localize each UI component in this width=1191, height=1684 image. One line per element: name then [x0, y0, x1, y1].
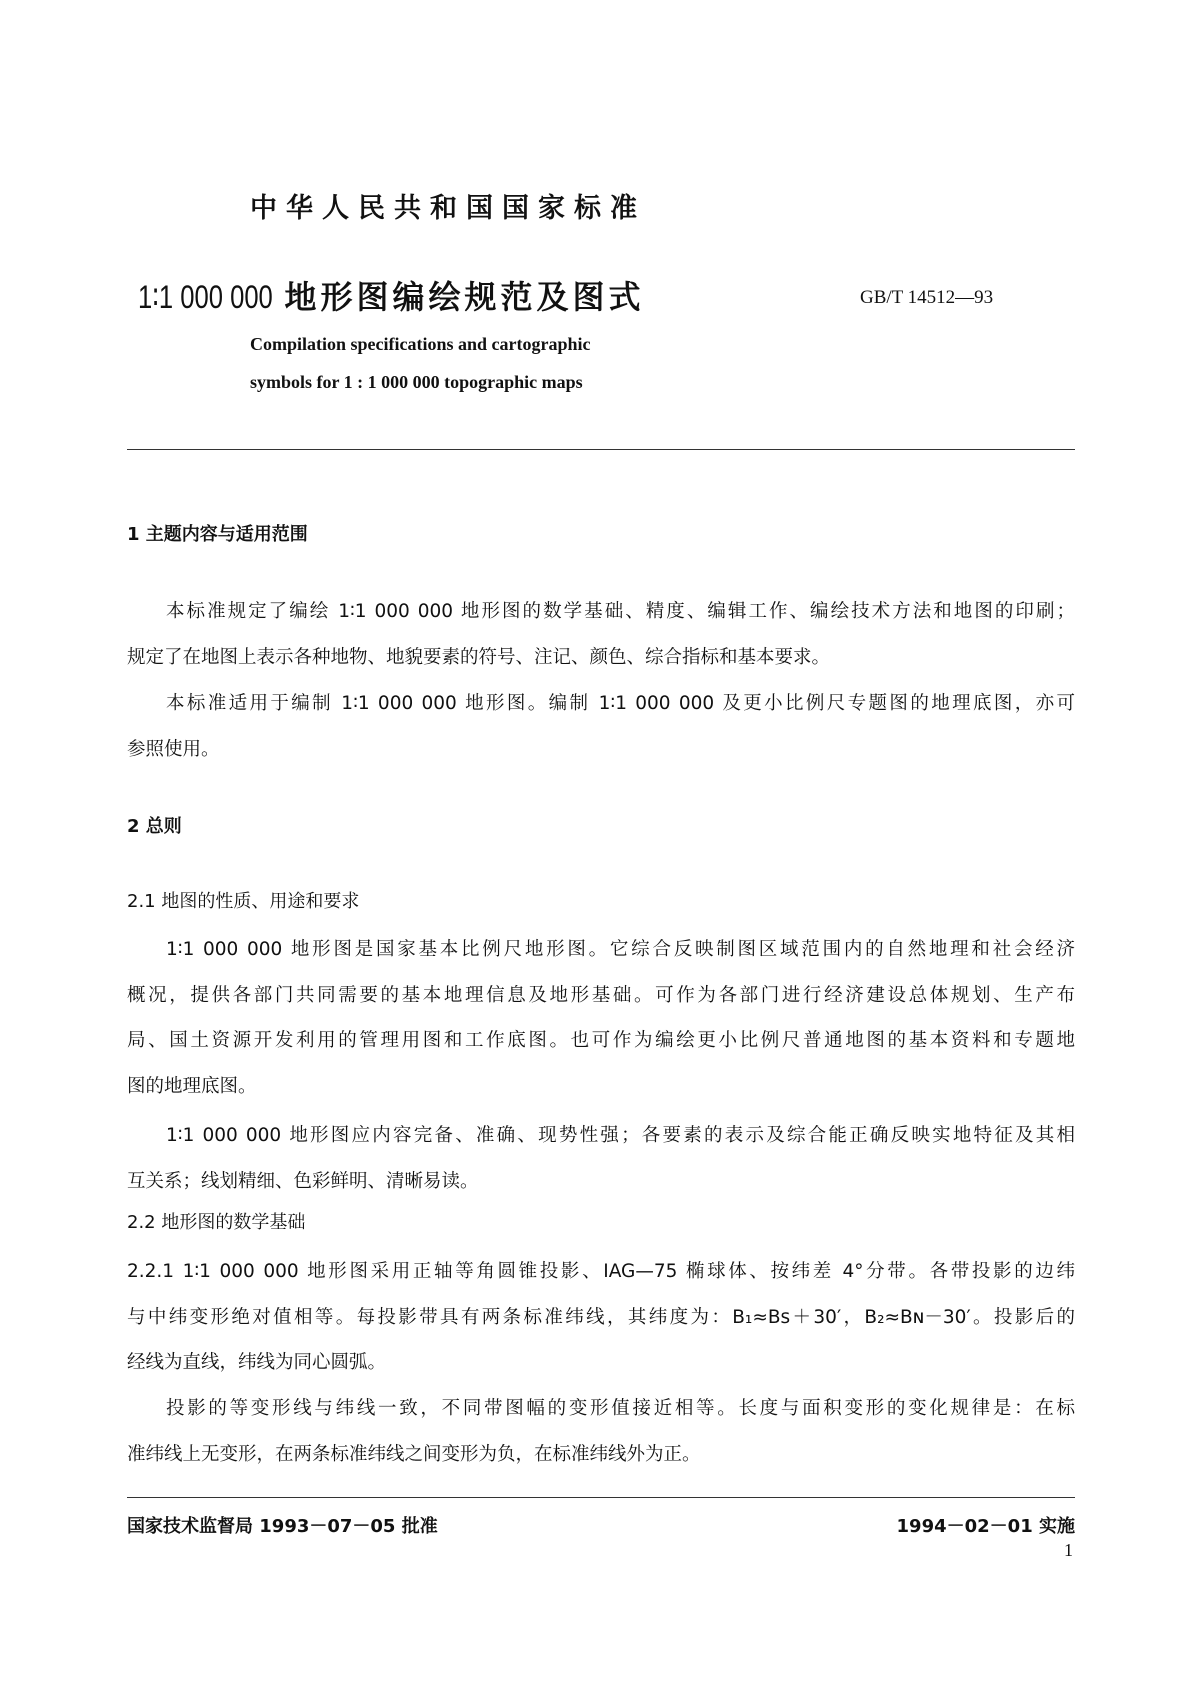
paragraph-line: 互关系；线划精细、色彩鲜明、清晰易读。	[127, 1170, 479, 1192]
section-2-heading: 2 总则	[127, 816, 182, 837]
paragraph-line: 局、国土资源开发利用的管理用图和工作底图。也可作为编绘更小比例尺普通地图的基本资料和专题地	[127, 1030, 1075, 1051]
paragraph-line: 图的地理底图。	[127, 1075, 257, 1097]
paragraph-line: 参照使用。	[127, 738, 220, 760]
section-2-1-heading: 2.1 地图的性质、用途和要求	[127, 891, 360, 912]
page-number: 1	[1064, 1540, 1073, 1560]
english-title-line-2: symbols for 1 : 1 000 000 topographic maps	[250, 372, 583, 392]
footer-divider	[127, 1497, 1075, 1498]
standard-code: GB/T 14512—93	[860, 287, 994, 308]
approval-note: 国家技术监督局 1993－07－05 批准	[127, 1516, 438, 1537]
section-1-heading: 1 主题内容与适用范围	[127, 524, 308, 545]
paragraph-line: 经线为直线，纬线为同心圆弧。	[127, 1352, 387, 1373]
paragraph-line: 本标准适用于编制 1∶1 000 000 地形图。编制 1∶1 000 000 及更小比例尺专题图的地理底图，亦可	[166, 693, 1075, 714]
title-text: 地形图编绘规范及图式	[284, 278, 645, 316]
org-title: 中华人民共和国国家标准	[250, 193, 646, 224]
paragraph-line: 规定了在地图上表示各种地物、地貌要素的符号、注记、颜色、综合指标和基本要求。	[127, 646, 831, 668]
english-title-line-1: Compilation specifications and cartographic	[250, 334, 591, 354]
header-divider	[127, 449, 1075, 450]
paragraph-line: 1∶1 000 000 地形图应内容完备、准确、现势性强；各要素的表示及综合能正确反映实地特征及其相	[166, 1125, 1075, 1146]
paragraph-line: 准纬线上无变形，在两条标准纬线之间变形为负，在标准纬线外为正。	[127, 1443, 701, 1465]
paragraph-line: 与中纬变形绝对值相等。每投影带具有两条标准纬线，其纬度为：B₁≈Bs＋30′，B₂≈Bɴ－30′。投影后的	[127, 1306, 1075, 1328]
paragraph-line: 概况，提供各部门共同需要的基本地理信息及地形基础。可作为各部门进行经济建设总体规划、生产布	[127, 984, 1075, 1006]
paragraph-line: 投影的等变形线与纬线一致，不同带图幅的变形值接近相等。长度与面积变形的变化规律是：在标	[166, 1398, 1075, 1419]
effective-date: 1994－02－01 实施	[896, 1516, 1075, 1537]
scale-label: 1∶1 000 000	[138, 279, 273, 315]
document-title	[138, 272, 645, 318]
paragraph-line: 1∶1 000 000 地形图是国家基本比例尺地形图。它综合反映制图区域范围内的自然地理和社会经济	[166, 939, 1075, 960]
paragraph-line: 2.2.1 1∶1 000 000 地形图采用正轴等角圆锥投影、IAG—75 椭球体、按纬差 4°分带。各带投影的边纬	[127, 1261, 1075, 1282]
section-2-2-heading: 2.2 地形图的数学基础	[127, 1212, 306, 1233]
paragraph-line: 本标准规定了编绘 1∶1 000 000 地形图的数学基础、精度、编辑工作、编绘技术方法和地图的印刷；	[166, 601, 1075, 622]
